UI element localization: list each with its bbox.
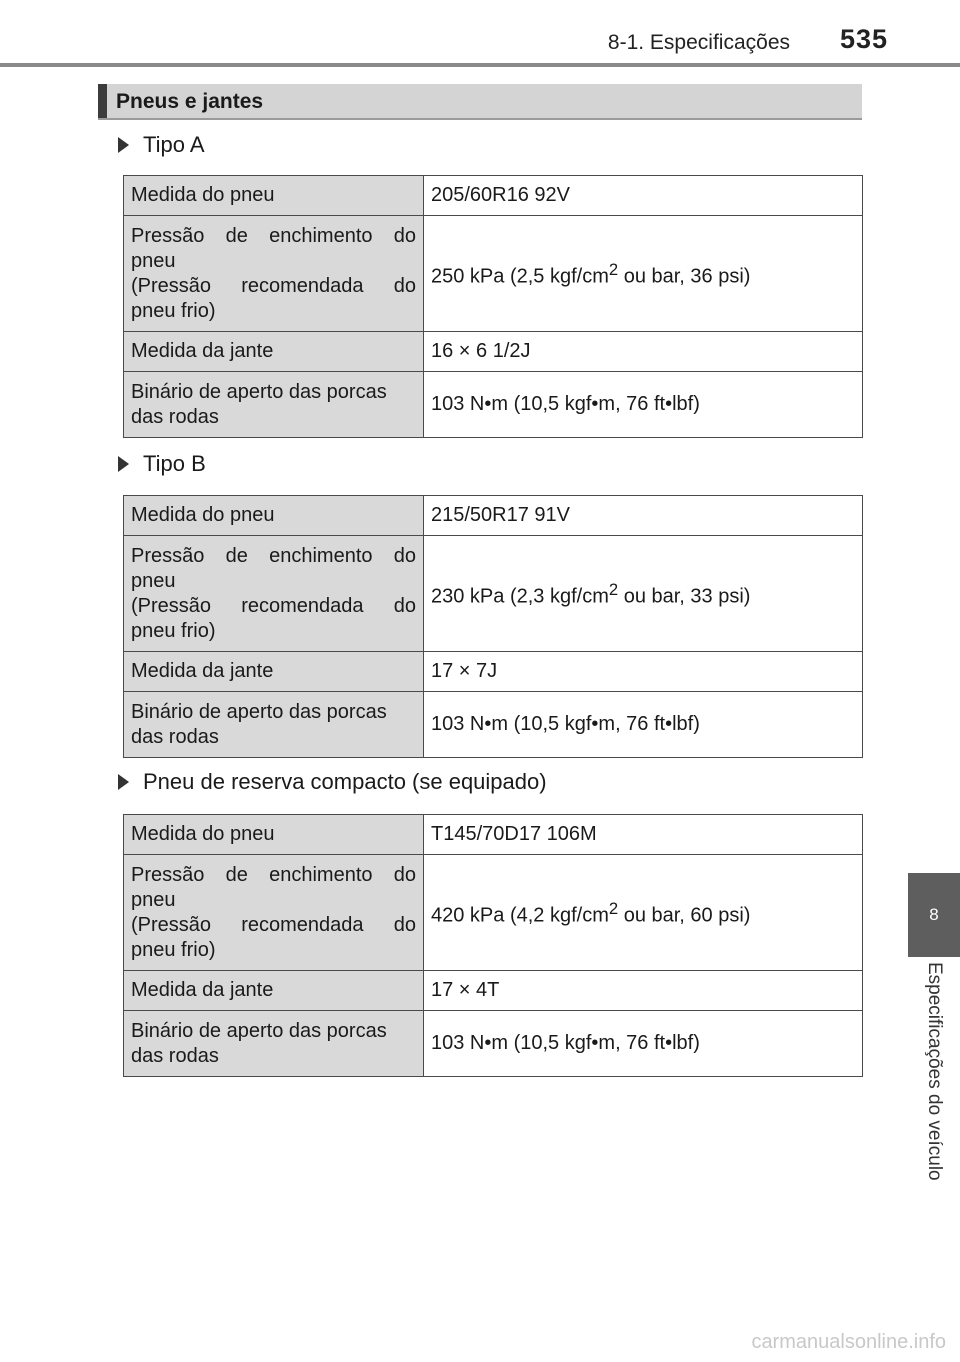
table-row <box>124 1011 863 1077</box>
value-post: ou bar, 33 psi) <box>618 585 751 608</box>
spec-table-spare-tire <box>123 814 863 1077</box>
row-key: Medida do pneu <box>124 176 424 216</box>
row-value: 205/60R16 92V <box>424 176 863 216</box>
value-post: ou bar, 36 psi) <box>618 265 751 288</box>
value-post: ou bar, 60 psi) <box>618 904 751 927</box>
row-key-line: (Pressão recomendada do pneu frio) <box>131 594 416 642</box>
triangle-bullet-icon <box>118 774 129 790</box>
subheading-label: Pneu de reserva compacto (se equipado) <box>143 769 547 794</box>
row-value: 16 × 6 1/2J <box>424 332 863 372</box>
subheading-label: Tipo A <box>143 132 205 157</box>
subheading-tipo-a <box>118 132 205 158</box>
value-pre: 250 kPa (2,5 kgf/cm <box>431 265 609 288</box>
row-key: Medida do pneu <box>124 496 424 536</box>
table-row <box>124 216 863 332</box>
row-key: Binário de aperto das porcas das rodas <box>124 1011 424 1077</box>
value-pre: 230 kPa (2,3 kgf/cm <box>431 585 609 608</box>
chapter-side-label <box>908 962 960 1212</box>
triangle-bullet-icon <box>118 456 129 472</box>
row-value <box>424 855 863 971</box>
page-number: 535 <box>839 24 888 54</box>
table-row <box>124 372 863 438</box>
table-row <box>124 496 863 536</box>
table-row <box>124 652 863 692</box>
row-key: Medida da jante <box>124 652 424 692</box>
chapter-number: 8 <box>929 905 939 924</box>
table-row <box>124 815 863 855</box>
chapter-label: Especificações do veículo <box>924 962 945 1181</box>
row-key <box>124 216 424 332</box>
row-value: 215/50R17 91V <box>424 496 863 536</box>
row-key: Medida do pneu <box>124 815 424 855</box>
row-key-line: (Pressão recomendada do pneu frio) <box>131 274 416 322</box>
row-value: 17 × 4T <box>424 971 863 1011</box>
row-key: Binário de aperto das porcas das rodas <box>124 692 424 758</box>
row-key-line: Pressão de enchimento do pneu <box>131 863 416 911</box>
section-title: Pneus e jantes <box>116 90 264 113</box>
spec-table-tipo-b <box>123 495 863 758</box>
row-key <box>124 855 424 971</box>
row-key: Medida da jante <box>124 332 424 372</box>
value-sup: 2 <box>608 580 619 600</box>
row-value <box>424 536 863 652</box>
triangle-bullet-icon <box>118 137 129 153</box>
table-row <box>124 971 863 1011</box>
row-key-line: Pressão de enchimento do pneu <box>131 224 416 272</box>
value-sup: 2 <box>608 260 619 280</box>
value-sup: 2 <box>608 899 619 919</box>
header-title: 8-1. Especificações <box>607 31 790 54</box>
header-rule <box>0 63 960 67</box>
row-key <box>124 536 424 652</box>
chapter-tab <box>908 873 960 957</box>
watermark: carmanualsonline.info <box>751 1331 946 1353</box>
row-value: 103 N•m (10,5 kgf•m, 76 ft•lbf) <box>424 372 863 438</box>
row-key-line: (Pressão recomendada do pneu frio) <box>131 913 416 961</box>
table-row <box>124 176 863 216</box>
subheading-tipo-b <box>118 451 206 477</box>
table-row <box>124 855 863 971</box>
row-value: 103 N•m (10,5 kgf•m, 76 ft•lbf) <box>424 692 863 758</box>
value-pre: 420 kPa (4,2 kgf/cm <box>431 904 609 927</box>
row-key: Binário de aperto das porcas das rodas <box>124 372 424 438</box>
row-value: T145/70D17 106M <box>424 815 863 855</box>
spec-table-tipo-a <box>123 175 863 438</box>
row-value: 17 × 7J <box>424 652 863 692</box>
subheading-spare-tire <box>118 769 547 795</box>
row-key: Medida da jante <box>124 971 424 1011</box>
section-bar-accent <box>98 84 107 118</box>
subheading-label: Tipo B <box>143 451 206 476</box>
table-row <box>124 332 863 372</box>
table-row <box>124 692 863 758</box>
row-key-line: Pressão de enchimento do pneu <box>131 544 416 592</box>
row-value <box>424 216 863 332</box>
section-bar <box>98 84 862 120</box>
row-value: 103 N•m (10,5 kgf•m, 76 ft•lbf) <box>424 1011 863 1077</box>
table-row <box>124 536 863 652</box>
